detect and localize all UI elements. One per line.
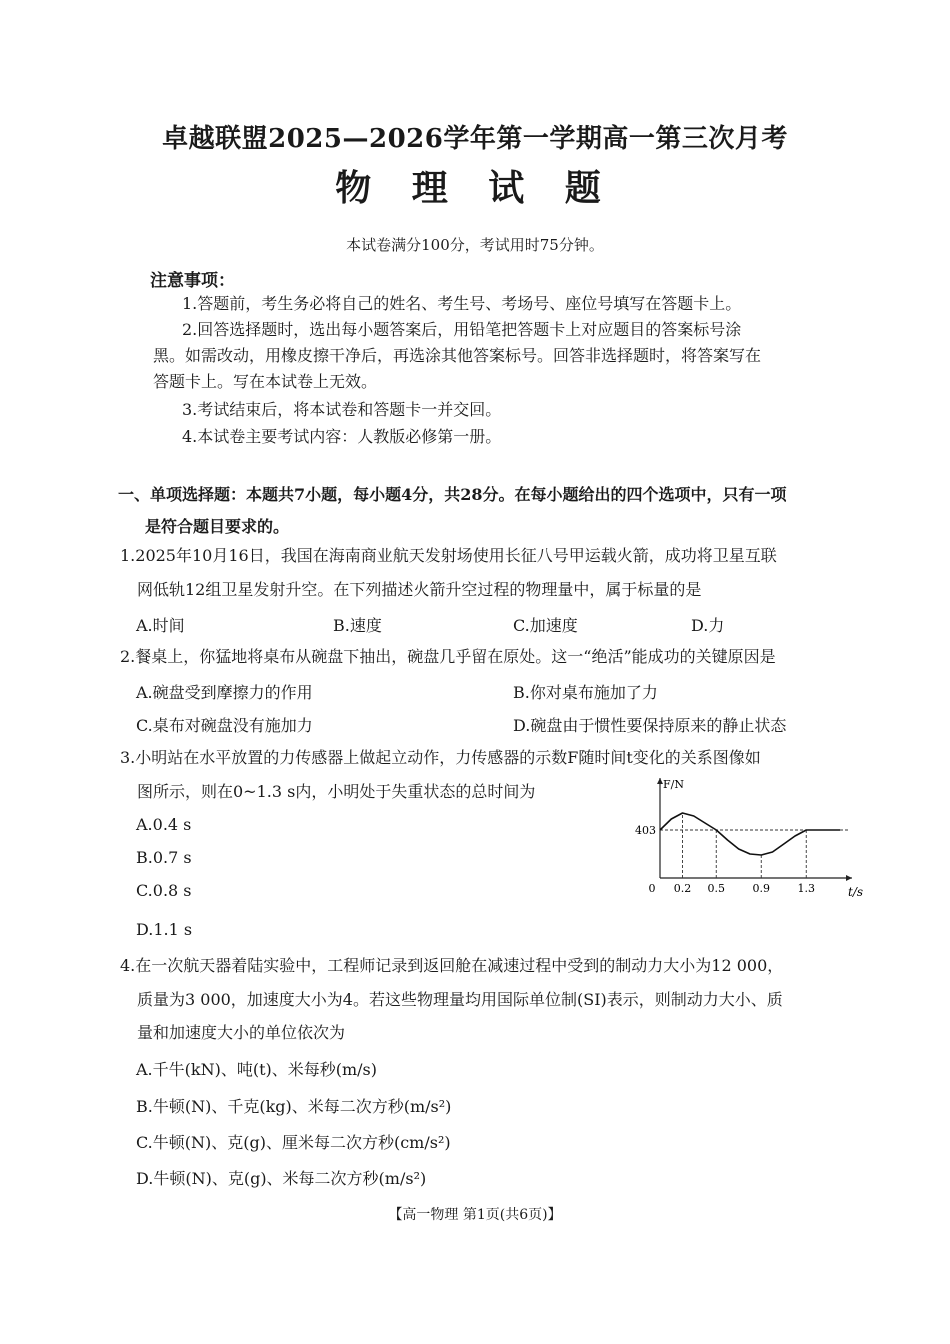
notice-item-2b: 黑。如需改动，用橡皮擦干净后，再选涂其他答案标号。回答非选择题时，将答案写在 bbox=[153, 346, 762, 365]
q4-option-c: C.牛顿(N)、克(g)、厘米每二次方秒(cm/s²) bbox=[136, 1133, 451, 1152]
q2-option-b: B.你对桌布施加了力 bbox=[513, 683, 658, 702]
q2-option-a: A.碗盘受到摩擦力的作用 bbox=[136, 683, 313, 702]
notice-item-2a: 2.回答选择题时，选出每小题答案后，用铅笔把答题卡上对应题目的答案标号涂 bbox=[182, 320, 742, 339]
q4-stem-line1: 4.在一次航天器着陆实验中，工程师记录到返回舱在减速过程中受到的制动力大小为12 000， bbox=[120, 956, 784, 975]
q3-option-a: A.0.4 s bbox=[136, 815, 192, 834]
q4-option-b: B.牛顿(N)、千克(kg)、米每二次方秒(m/s²) bbox=[136, 1097, 452, 1116]
q1-stem-line1: 1.2025年10月16日，我国在海南商业航天发射场使用长征八号甲运载火箭，成功将卫星互联 bbox=[120, 546, 777, 565]
q2-option-c: C.桌布对碗盘没有施加力 bbox=[136, 716, 313, 735]
y-axis-label: F/N bbox=[663, 778, 684, 791]
y-tick-label: 403 bbox=[635, 824, 656, 837]
exam-title: 卓越联盟2025—2026学年第一学期高一第三次月考 bbox=[162, 124, 788, 154]
page-footer: 【高一物理 第1页(共6页)】 bbox=[388, 1207, 562, 1223]
q3-option-c: C.0.8 s bbox=[136, 881, 192, 900]
subject-title: 物 理 试 题 bbox=[335, 167, 615, 209]
q2-stem: 2.餐桌上，你猛地将桌布从碗盘下抽出，碗盘几乎留在原处。这一“绝活”能成功的关键原因是 bbox=[120, 647, 776, 666]
q1-option-b: B.速度 bbox=[333, 616, 382, 635]
q1-stem-line2: 网低轨12组卫星发射升空。在下列描述火箭升空过程的物理量中，属于标量的是 bbox=[137, 580, 702, 599]
x-tick-label: 0.2 bbox=[673, 882, 692, 895]
q1-option-a: A.时间 bbox=[136, 616, 185, 635]
section1-heading: 一、单项选择题：本题共7小题，每小题4分，共28分。在每小题给出的四个选项中，只有一项 bbox=[118, 485, 787, 504]
q4-option-d: D.牛顿(N)、克(g)、米每二次方秒(m/s²) bbox=[136, 1169, 427, 1188]
notice-title: 注意事项： bbox=[150, 271, 235, 291]
force-curve bbox=[660, 813, 840, 855]
q3-option-d: D.1.1 s bbox=[136, 920, 193, 939]
q4-stem-line2: 质量为3 000，加速度大小为4。若这些物理量均用国际单位制(SI)表示，则制动力大小、质 bbox=[137, 990, 783, 1009]
q4-option-a: A.千牛(kN)、吨(t)、米每秒(m/s) bbox=[136, 1060, 377, 1079]
q1-option-d: D.力 bbox=[691, 616, 725, 635]
force-time-chart bbox=[620, 770, 864, 905]
x-tick-label: 0.5 bbox=[707, 882, 725, 895]
q4-stem-line3: 量和加速度大小的单位依次为 bbox=[137, 1023, 346, 1042]
notice-item-1: 1.答题前，考生务必将自己的姓名、考生号、考场号、座位号填写在答题卡上。 bbox=[182, 294, 742, 313]
section1-heading-cont: 是符合题目要求的。 bbox=[145, 517, 290, 536]
q3-option-b: B.0.7 s bbox=[136, 848, 192, 867]
x-tick-label: 1.3 bbox=[797, 882, 815, 895]
origin-label: 0 bbox=[648, 882, 656, 895]
x-axis-label: t/s bbox=[848, 885, 864, 899]
x-tick-label: 0.9 bbox=[752, 882, 770, 895]
q3-stem-line2: 图所示，则在0~1.3 s内，小明处于失重状态的总时间为 bbox=[137, 782, 536, 801]
notice-item-3: 3.考试结束后，将本试卷和答题卡一并交回。 bbox=[182, 400, 502, 419]
notice-item-4: 4.本试卷主要考试内容：人教版必修第一册。 bbox=[182, 427, 502, 446]
notice-item-2c: 答题卡上。写在本试卷上无效。 bbox=[153, 372, 378, 391]
q2-option-d: D.碗盘由于惯性要保持原来的静止状态 bbox=[513, 716, 787, 735]
x-axis-arrow bbox=[846, 875, 852, 881]
q1-option-c: C.加速度 bbox=[513, 616, 578, 635]
q3-stem-line1: 3.小明站在水平放置的力传感器上做起立动作，力传感器的示数F随时间t变化的关系图像如 bbox=[120, 748, 761, 767]
exam-intro: 本试卷满分100分，考试用时75分钟。 bbox=[346, 236, 604, 254]
